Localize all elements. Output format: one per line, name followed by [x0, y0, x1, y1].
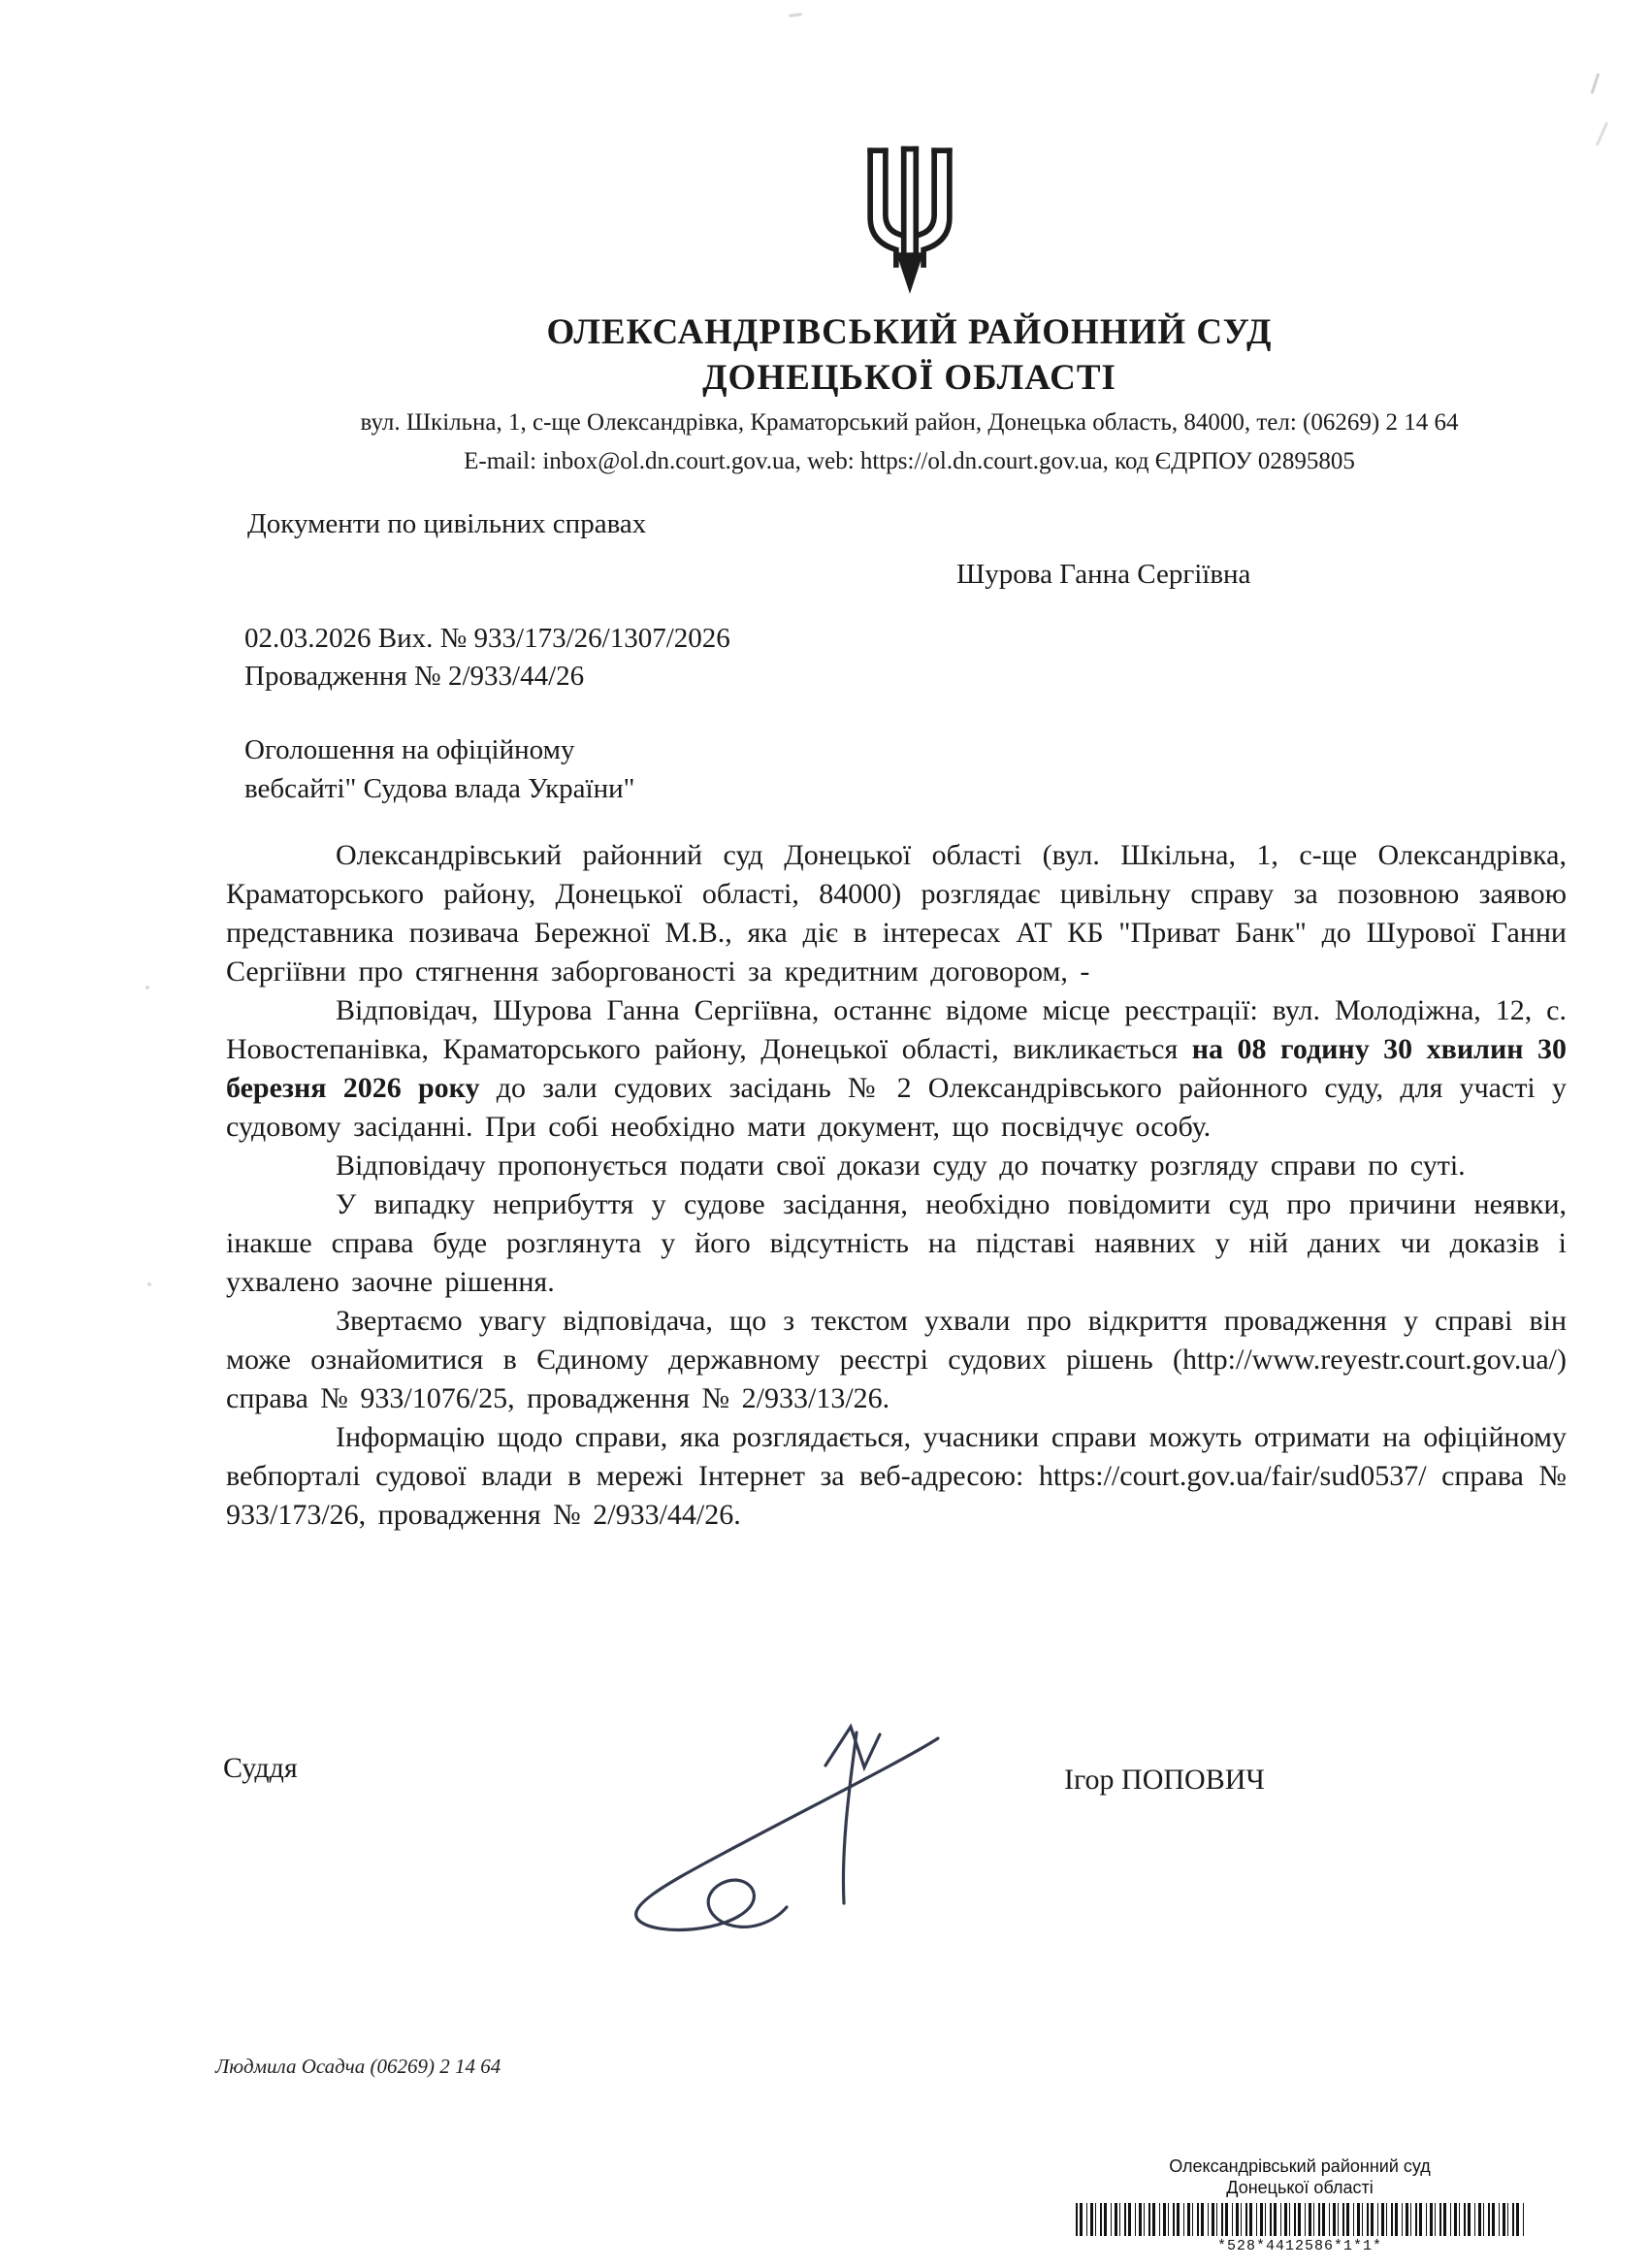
scan-artifact: [1596, 122, 1608, 146]
letterhead: [286, 146, 1533, 479]
ukraine-trident-emblem: [857, 146, 963, 304]
barcode-caption-line1: Олександрівський районний суд: [1169, 2156, 1431, 2176]
document-category: Документи по цивільних справах: [247, 508, 647, 539]
summons-text-after: до зали судових засідань № 2 Олександрівського районного суду, для участі у судовому засіданні. При собі необхідно мати документ, що посвідчує особу.: [226, 1072, 1567, 1143]
barcode-caption-line2: Донецької області: [1226, 2178, 1374, 2197]
summons-datetime: на 08 годину 30 хвилин 30 березня 2026 року: [226, 1033, 1568, 1104]
announcement-line-2: вебсайті" Судова влада України": [244, 773, 635, 804]
body-paragraph: У випадку неприбуття у судове засідання, необхідно повідомити суд про причини неявки, інакше справа буде розглянута у його відсутність на підставі наявних у ній даних чи доказів і ухвалено заочне рішення.: [226, 1188, 1567, 1298]
court-name-line2: ДОНЕЦЬКОЇ ОБЛАСТІ: [702, 358, 1116, 399]
scan-artifact: [789, 13, 802, 17]
body-paragraph: Інформацію щодо справи, яка розглядається, учасники справи можуть отримати на офіційному вебпорталі судової влади в мережі Інтернет за веб-адресою: https://court.gov.ua/fair/sud0537/ справа № 933/173/26, провадження № 2/933/44/26.: [226, 1421, 1567, 1531]
barcode-value: *528*4412586*1*1*: [1216, 2238, 1383, 2254]
body-paragraph: Відповідачу пропонується подати свої докази суду до початку розгляду справи по суті.: [336, 1150, 1466, 1182]
court-address: вул. Шкільна, 1, с-ще Олександрівка, Краматорський район, Донецька область, 84000, тел: (06269) 2 14 64: [360, 408, 1459, 436]
proceeding-number: Провадження № 2/933/44/26: [244, 661, 585, 692]
signer-name: Ігор ПОПОВИЧ: [1064, 1764, 1265, 1796]
summons-text-before: Відповідач, Шурова Ганна Сергіївна, останнє відоме місце реєстрації: вул. Молодіжна, 12, с. Новостепанівка, Краматорського району, Донецької області, викликається: [226, 994, 1567, 1065]
scan-artifact: [146, 986, 149, 989]
barcode: [1076, 2203, 1524, 2236]
body-paragraph: Олександрівський районний суд Донецької області (вул. Шкільна, 1, с-ще Олександрівка, Краматорського району, Донецької області, 84000) розглядає цивільну справу за позовною заявою представника позивача Бережної М.В., яка діє в інтересах АТ КБ "Приват Банк" до Шурової Ганни Сергіївни про стягнення заборгованості за кредитним договором, -: [226, 839, 1567, 988]
handwritten-signature: [597, 1717, 955, 1974]
court-name: [286, 309, 1533, 402]
scan-artifact: [1591, 73, 1600, 94]
addressee-name: Шурова Ганна Сергіївна: [956, 559, 1251, 590]
body-paragraph-summons: [226, 991, 1567, 1147]
body-paragraph: Звертаємо увагу відповідача, що з текстом ухвали про відкриття провадження у справі він може ознайомитися в Єдиному державному реєстрі судових рішень (http://www.reyestr.court.gov.ua/) справа № 933/1076/25, провадження № 2/933/13/26.: [226, 1305, 1567, 1414]
barcode-block: [1062, 2155, 1537, 2254]
court-name-line1: ОЛЕКСАНДРІВСЬКИЙ РАЙОННИЙ СУД: [546, 312, 1273, 352]
document-body: [226, 836, 1567, 1535]
announcement-line-1: Оголошення на офіційному: [244, 734, 575, 765]
court-contacts: E-mail: inbox@ol.dn.court.gov.ua, web: https://ol.dn.court.gov.ua, код ЄДРПОУ 02895805: [464, 447, 1355, 474]
signer-role: Суддя: [223, 1752, 298, 1784]
scan-artifact: [147, 1282, 151, 1286]
executor-note: Людмила Осадча (06269) 2 14 64: [215, 2055, 501, 2078]
outgoing-number: 02.03.2026 Вих. № 933/173/26/1307/2026: [244, 623, 730, 654]
